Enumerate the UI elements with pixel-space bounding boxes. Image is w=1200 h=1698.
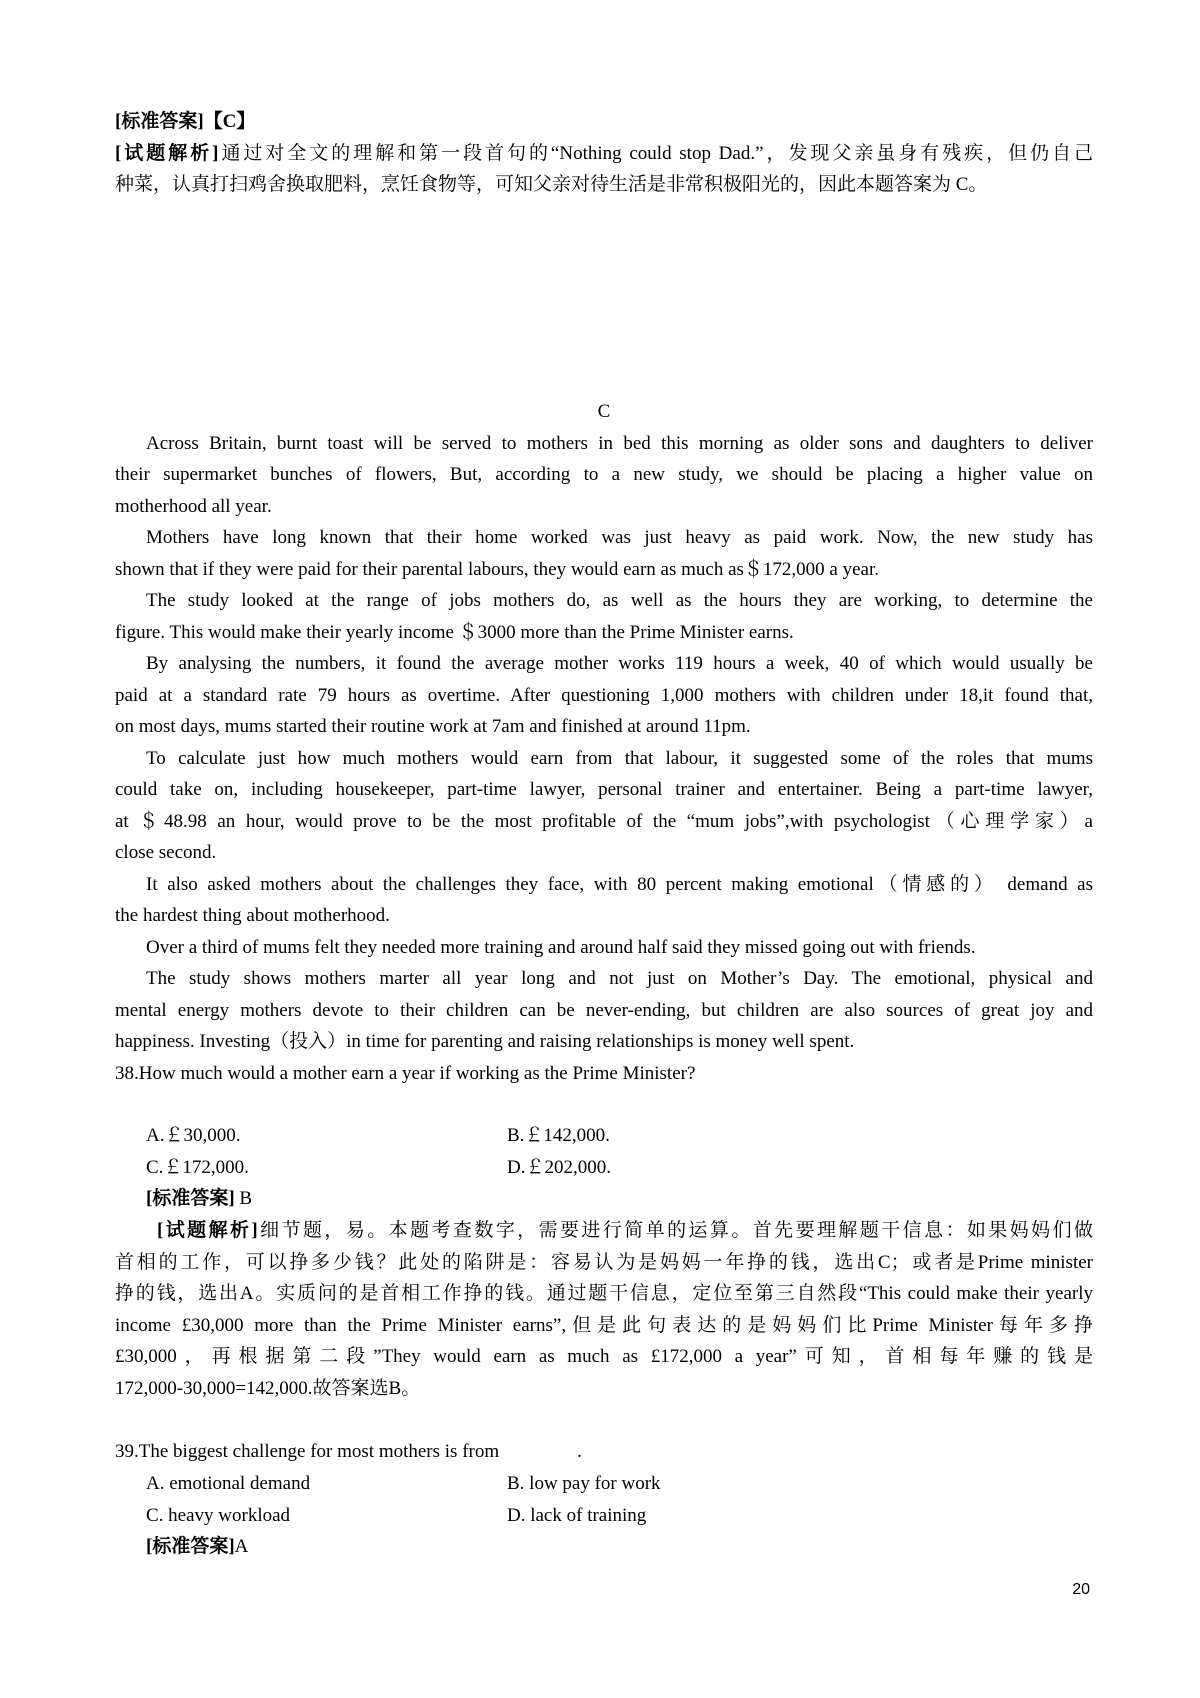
passage-line: could take on, including housekeeper, part-time lawyer, personal trainer and entertainer. Being a part-time lawyer,: [115, 779, 1093, 800]
option-d: D. lack of training: [507, 1504, 647, 1526]
question-38: 38.How much would a mother earn a year if working as the Prime Minister?: [115, 1062, 696, 1084]
q38-analysis: [115, 1215, 1093, 1404]
analysis-line: [115, 138, 1093, 170]
analysis-line: income £30,000 more than the Prime Minister earns”,但是此句表达的是妈妈们比Prime Minister每年多挣: [115, 1314, 1093, 1336]
passage-line: close second.: [115, 842, 217, 863]
passage-line: figure. This would make their yearly income ＄3000 more than the Prime Minister earns.: [115, 621, 794, 643]
passage-line: paid at a standard rate 79 hours as overtime. After questioning 1,000 mothers with children under 18,it found that,: [115, 684, 1093, 706]
passage-line: shown that if they were paid for their parental labours, they would earn as much as＄172,000 a year.: [115, 558, 879, 580]
analysis-line: 挣的钱，选出A。实质问的是首相工作挣的钱。通过题干信息，定位至第三自然段“This could make their yearly: [115, 1283, 1093, 1304]
passage-line: By analysing the numbers, it found the average mother works 119 hours a week, 40 of which would usually be: [146, 653, 1093, 674]
answer-line: [115, 106, 1093, 138]
option-b: B. low pay for work: [507, 1473, 661, 1494]
passage-c: [115, 396, 1093, 1089]
question-39-end: .: [577, 1441, 582, 1462]
answer-label: [标准答案]: [115, 111, 204, 132]
passage-line: To calculate just how much mothers would earn from that labour, it suggested some of the roles that mums: [146, 747, 1093, 769]
option-a: A.￡30,000.: [146, 1125, 241, 1146]
analysis-line: 种菜，认真打扫鸡舍换取肥料，烹饪食物等，可知父亲对待生活是非常积极阳光的，因此本题答案为 C。: [115, 174, 988, 195]
answer-label: [标准答案]: [146, 1188, 235, 1209]
passage-line: The study looked at the range of jobs mothers do, as well as the hours they are working, to determine the: [146, 590, 1093, 611]
option-c: C. heavy workload: [146, 1504, 291, 1526]
passage-line: the hardest thing about motherhood.: [115, 905, 390, 926]
passage-line: their supermarket bunches of flowers, But, according to a new study, we should be placing a higher value on: [115, 464, 1093, 485]
previous-answer-block: [115, 106, 1093, 201]
q39-answer: [146, 1531, 846, 1563]
analysis-line: 首相的工作，可以挣多少钱？此处的陷阱是：容易认为是妈妈一年挣的钱，选出C；或者是Prime minister: [115, 1251, 1093, 1273]
option-c: C.￡172,000.: [146, 1156, 249, 1178]
answer-value: A: [234, 1536, 249, 1557]
passage-line: Over a third of mums felt they needed more training and around half said they missed going out with friends.: [146, 936, 976, 958]
analysis-line: £30,000，再根据第二段”They would earn as much as £172,000 a year”可知，首相每年赚的钱是: [115, 1346, 1093, 1367]
analysis-line: [115, 1215, 1093, 1247]
q39-options: [146, 1468, 846, 1563]
analysis-line: 172,000-30,000=142,000.故答案选B。: [115, 1377, 421, 1399]
option-a: A. emotional demand: [146, 1473, 311, 1494]
passage-line: It also asked mothers about the challenges they face, with 80 percent making emotional（情感的） demand as: [146, 873, 1093, 895]
q38-options: [146, 1120, 846, 1215]
passage-line: mental energy mothers devote to their children can be never-ending, but children are also sources of great joy and: [115, 999, 1093, 1021]
passage-line: on most days, mums started their routine work at 7am and finished at around 11pm.: [115, 716, 751, 737]
option-b: B.￡142,000.: [507, 1125, 610, 1146]
q38-answer: [146, 1183, 846, 1215]
answer-value: 【C】: [203, 111, 256, 132]
analysis-label: [试题解析]: [157, 1220, 258, 1241]
section-letter: C: [597, 401, 611, 422]
analysis-label: [试题解析]: [115, 142, 219, 164]
passage-line: at ＄48.98 an hour, would prove to be the most profitable of the “mum jobs”,with psychologist（心理学家）a: [115, 810, 1093, 832]
answer-label: [标准答案]: [146, 1536, 235, 1557]
analysis-text: 通过对全文的理解和第一段首句的“Nothing could stop Dad.”，发现父亲虽身有残疾，但仍自己: [218, 142, 1093, 164]
question-39: [115, 1436, 1093, 1468]
passage-line: Mothers have long known that their home worked was just heavy as paid work. Now, the new study has: [146, 527, 1093, 548]
option-d: D.￡202,000.: [507, 1156, 611, 1178]
passage-line: The study shows mothers marter all year long and not just on Mother’s Day. The emotional, physical and: [146, 968, 1093, 989]
passage-line: Across Britain, burnt toast will be served to mothers in bed this morning as older sons and daughters to deliver: [146, 432, 1093, 454]
question-39-text: 39.The biggest challenge for most mothers is from: [115, 1441, 500, 1462]
analysis-text: 细节题，易。本题考查数字，需要进行简单的运算。首先要理解题干信息：如果妈妈们做: [257, 1220, 1093, 1241]
page-number: 20: [1072, 1581, 1090, 1598]
passage-line: happiness. Investing（投入）in time for parenting and raising relationships is money well spent.: [115, 1031, 855, 1052]
answer-value: B: [234, 1188, 253, 1209]
passage-line: motherhood all year.: [115, 495, 272, 517]
